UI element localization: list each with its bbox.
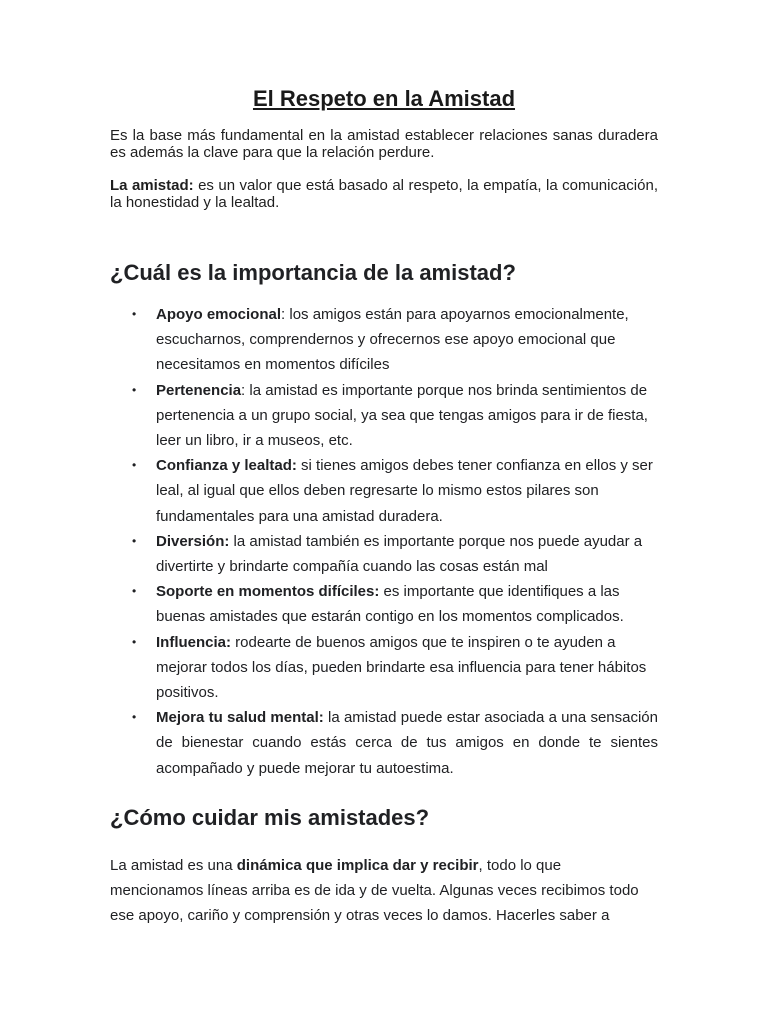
list-item xyxy=(132,453,658,529)
list-item-term: Diversión: xyxy=(156,532,230,550)
list-item-text: si tienes amigos debes tener confianza en ellos y ser leal, al igual que ellos deben regresarte lo mismo estos pilares son fundamentales para una amistad duradera. xyxy=(156,457,653,525)
bullet-icon: • xyxy=(132,634,137,649)
bullet-icon: • xyxy=(132,533,137,548)
list-item-text: : los amigos están para apoyarnos emocionalmente, escucharnos, comprendernos y ofrecernos ese apoyo emocional que necesitamos en momentos difíciles xyxy=(156,306,629,374)
bullet-icon: • xyxy=(132,307,137,321)
list-item-text: es importante que identifiques a las buenas amistades que estarán contigo en los momentos complicados. xyxy=(156,583,624,626)
bullet-icon: • xyxy=(132,584,137,599)
care-paragraph-end: , todo lo que mencionamos líneas arriba es de ida y de vuelta. Algunas veces recibimos todo ese apoyo, cariño y comprensión y otras veces lo damos. Hacerles saber a xyxy=(110,856,639,925)
bullet-icon: • xyxy=(132,710,137,725)
list-item-term: Soporte en momentos difíciles: xyxy=(156,583,380,601)
list-item xyxy=(132,705,658,781)
document-title: El Respeto en la Amistad xyxy=(252,86,516,111)
intro-paragraph-2 xyxy=(110,177,658,211)
document-page xyxy=(110,0,658,928)
bullet-icon: • xyxy=(132,458,137,473)
section-heading-care: ¿Cómo cuidar mis amistades? xyxy=(110,804,430,830)
list-item-text: la amistad también es importante porque nos puede ayudar a divertirte y brindarte compañía cuando las cosas están mal xyxy=(156,532,643,576)
list-item-term: Confianza y lealtad: xyxy=(156,457,297,475)
list-item-term: Influencia: xyxy=(156,633,232,651)
list-item xyxy=(132,529,658,579)
list-item-text: rodearte de buenos amigos que te inspiren o te ayuden a mejorar todos los días, pueden brindarte esa influencia para tener hábitos positivos. xyxy=(156,633,647,702)
intro-text: es un valor que está basado al respeto, la empatía, la comunicación, la honestidad y la lealtad. xyxy=(110,177,658,211)
intro-paragraph-1: Es la base más fundamental en la amistad establecer relaciones sanas duradera es además la clave para que la relación perdure. xyxy=(110,127,658,161)
list-item xyxy=(132,579,658,629)
list-item-text: la amistad puede estar asociada a una sensación de bienestar cuando estás cerca de tus amigos en donde te sientes acompañado y puede mejorar tu autoestima. xyxy=(156,709,658,777)
intro-term: La amistad: xyxy=(110,177,194,194)
importance-list xyxy=(110,302,658,781)
list-item-term: Pertenencia xyxy=(156,381,242,399)
list-item xyxy=(132,378,658,454)
list-item-term: Mejora tu salud mental: xyxy=(156,709,324,727)
bullet-icon: • xyxy=(132,382,137,397)
list-item-text: : la amistad es importante porque nos brinda sentimientos de pertenencia a un grupo social, ya sea que tengas amigos para ir de fiesta, leer un libro, ir a museos, etc. xyxy=(156,381,648,450)
care-paragraph-start: La amistad es una xyxy=(110,856,237,874)
care-paragraph xyxy=(110,853,658,929)
list-item-term: Apoyo emocional xyxy=(156,306,282,323)
section-heading-importance: ¿Cuál es la importancia de la amistad? xyxy=(110,260,516,285)
care-paragraph-emphasis: dinámica que implica dar y recibir xyxy=(236,856,479,874)
list-item xyxy=(132,630,658,706)
list-item xyxy=(132,302,658,378)
